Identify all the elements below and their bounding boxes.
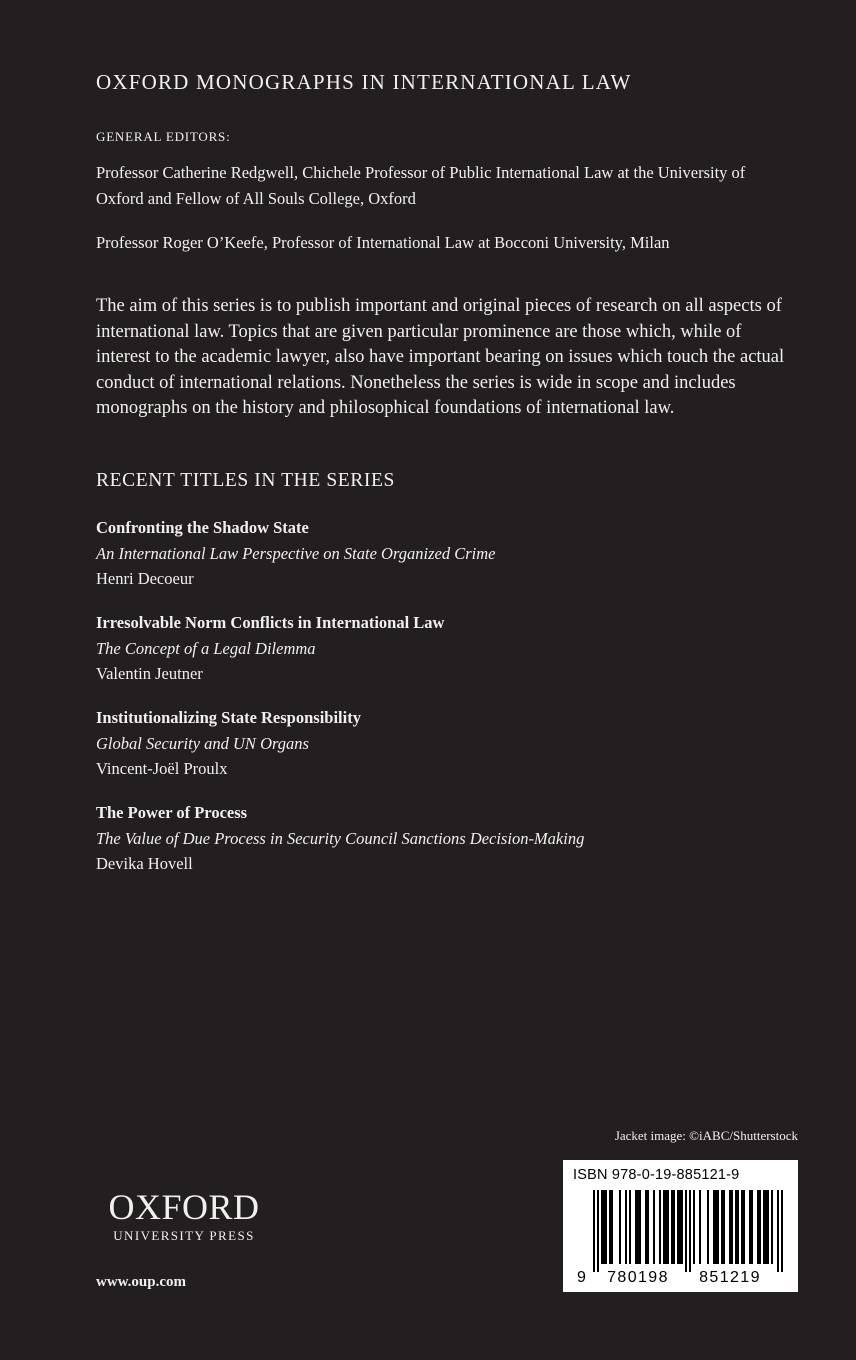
title-entry — [96, 610, 796, 687]
barcode-bar — [603, 1190, 605, 1264]
barcode-bar — [637, 1190, 639, 1264]
barcode-bar — [653, 1190, 655, 1264]
barcode-bar — [771, 1190, 773, 1264]
barcode-bar — [611, 1190, 613, 1264]
barcode-bar — [759, 1190, 761, 1264]
barcode-bar — [737, 1190, 739, 1264]
editor-okeefe: Professor Roger O’Keefe, Professor of International Law at Bocconi University, Milan — [96, 233, 670, 252]
barcode-bar — [723, 1190, 725, 1264]
barcode-bar — [667, 1190, 669, 1264]
barcode-bar — [721, 1190, 723, 1264]
barcode-bar — [781, 1190, 783, 1272]
barcode-bar — [741, 1190, 743, 1264]
barcode-bar — [689, 1190, 691, 1272]
barcode-bar — [765, 1190, 767, 1264]
barcode-bar — [743, 1190, 745, 1264]
barcode-bar — [751, 1190, 753, 1264]
barcode-left-digits: 780198 — [607, 1269, 669, 1286]
isbn-label: ISBN 978-0-19-885121-9 — [573, 1167, 740, 1183]
barcode-bar — [639, 1190, 641, 1264]
barcode-bar — [681, 1190, 683, 1264]
barcode-graphic — [563, 1160, 798, 1292]
barcode-bar — [647, 1190, 649, 1264]
barcode-bar — [735, 1190, 737, 1264]
barcode-lead-digit: 9 — [577, 1269, 586, 1286]
barcode-bar — [685, 1190, 687, 1272]
publisher-press: UNIVERSITY PRESS — [113, 1228, 255, 1243]
title-entry — [96, 515, 796, 592]
barcode-bar — [605, 1190, 607, 1264]
book-title: Irresolvable Norm Conflicts in International Law — [96, 613, 445, 632]
barcode-bar — [715, 1190, 717, 1264]
isbn-barcode — [563, 1160, 798, 1292]
book-subtitle: An International Law Perspective on State Organized Crime — [96, 543, 496, 563]
barcode-bar — [699, 1190, 701, 1264]
barcode-bar — [717, 1190, 719, 1264]
book-author: Devika Hovell — [96, 854, 193, 873]
series-aim-paragraph: The aim of this series is to publish important and original pieces of research on all aspects of international law. Topics that are given particular prominence are those which, while of interest to the academic lawyer, also have important bearing on issues which touch the actual conduct of international relations. Nonetheless the series is wide in scope and includes monographs on the history and philosophical foundations of international law. — [96, 296, 785, 418]
editor-redgwell: Professor Catherine Redgwell, Chichele Professor of Public International Law at the University of Oxford and Fellow of All Souls College, Oxford — [96, 163, 746, 208]
barcode-bar — [609, 1190, 611, 1264]
barcode-bar — [663, 1190, 665, 1264]
recent-titles-heading: RECENT TITLES IN THE SERIES — [96, 470, 395, 491]
barcode-bar — [763, 1190, 765, 1264]
barcode-bar — [645, 1190, 647, 1264]
series-title: OXFORD MONOGRAPHS IN INTERNATIONAL LAW — [96, 70, 632, 94]
barcode-bar — [671, 1190, 673, 1264]
book-author: Henri Decoeur — [96, 569, 194, 588]
barcode-bar — [767, 1190, 769, 1264]
barcode-bar — [673, 1190, 675, 1264]
book-title: Institutionalizing State Responsibility — [96, 708, 361, 727]
book-author: Vincent-Joël Proulx — [96, 759, 228, 778]
barcode-bar — [731, 1190, 733, 1264]
barcode-bar — [625, 1190, 627, 1264]
book-subtitle: Global Security and UN Organs — [96, 733, 309, 753]
oxford-university-press-logo — [96, 1188, 272, 1244]
barcode-bar — [601, 1190, 603, 1264]
barcode-bar — [629, 1190, 631, 1264]
barcode-bar — [693, 1190, 695, 1264]
barcode-bar — [659, 1190, 661, 1264]
general-editors-label: GENERAL EDITORS: — [96, 129, 231, 144]
barcode-bar — [593, 1190, 595, 1272]
book-subtitle: The Concept of a Legal Dilemma — [96, 638, 316, 658]
barcode-bar — [729, 1190, 731, 1264]
barcode-right-digits: 851219 — [699, 1269, 761, 1286]
book-title: The Power of Process — [96, 803, 248, 822]
barcode-bar — [679, 1190, 681, 1264]
barcode-bar — [619, 1190, 621, 1264]
book-author: Valentin Jeutner — [96, 664, 203, 683]
jacket-image-credit: Jacket image: ©iABC/Shutterstock — [614, 1128, 798, 1143]
barcode-bar — [677, 1190, 679, 1264]
barcode-bar — [597, 1190, 599, 1272]
publisher-name: OXFORD — [108, 1187, 260, 1227]
barcode-bar — [713, 1190, 715, 1264]
title-entry — [96, 705, 796, 782]
barcode-bars — [593, 1190, 783, 1272]
barcode-bar — [707, 1190, 709, 1264]
title-entry — [96, 800, 796, 877]
barcode-bar — [635, 1190, 637, 1264]
barcode-bar — [777, 1190, 779, 1272]
book-subtitle: The Value of Due Process in Security Council Sanctions Decision-Making — [96, 828, 585, 848]
barcode-bar — [665, 1190, 667, 1264]
barcode-bar — [757, 1190, 759, 1264]
publisher-website-link[interactable]: www.oup.com — [96, 1274, 187, 1290]
barcode-bar — [749, 1190, 751, 1264]
book-title: Confronting the Shadow State — [96, 518, 309, 537]
